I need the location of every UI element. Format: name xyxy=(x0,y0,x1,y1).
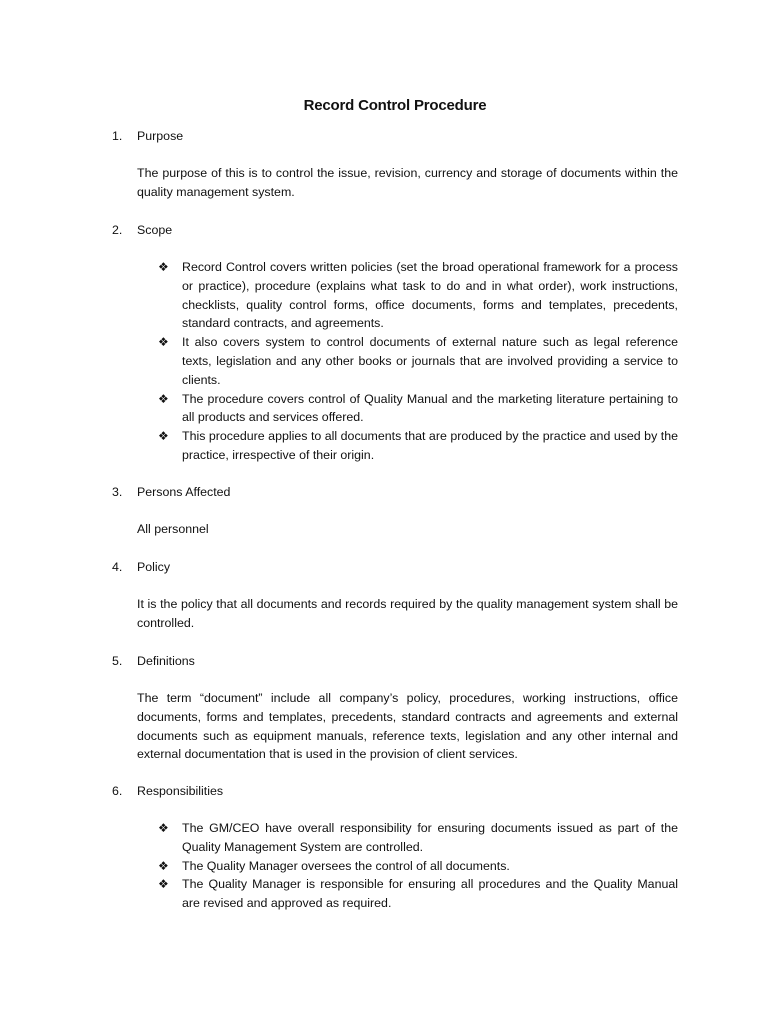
section-title: Policy xyxy=(137,560,171,574)
section-heading xyxy=(112,483,682,501)
section-title: Purpose xyxy=(137,129,184,143)
diamond-bullet-icon: ❖ xyxy=(158,877,169,892)
section-number: 6. xyxy=(112,784,123,798)
diamond-bullet-icon: ❖ xyxy=(158,391,169,406)
section-heading xyxy=(112,652,682,670)
section-body: The purpose of this is to control the issue, revision, currency and storage of documents within the quality management system. xyxy=(137,166,678,199)
section-policy xyxy=(112,558,682,633)
section-responsibilities xyxy=(112,782,682,913)
section-heading xyxy=(112,782,682,800)
bullet-list xyxy=(137,819,678,913)
list-item-text: The Quality Manager oversees the control of all documents. xyxy=(182,858,510,873)
section-scope xyxy=(112,221,682,465)
diamond-bullet-icon: ❖ xyxy=(158,429,169,444)
list-item xyxy=(137,390,678,428)
section-definitions xyxy=(112,652,682,764)
section-title: Persons Affected xyxy=(137,485,231,499)
diamond-bullet-icon: ❖ xyxy=(158,260,169,274)
section-number: 5. xyxy=(112,654,123,668)
list-item-text: The GM/CEO have overall responsibility for ensuring documents issued as part of the Quality Management System are controlled. xyxy=(182,821,678,854)
section-body: All personnel xyxy=(137,522,209,536)
diamond-bullet-icon: ❖ xyxy=(158,335,169,350)
section-title: Scope xyxy=(137,223,173,237)
list-item xyxy=(137,258,678,333)
list-item xyxy=(137,875,678,913)
list-item-text: The procedure covers control of Quality Manual and the marketing literature pertaining to all products and services offered. xyxy=(182,391,678,425)
bullet-list xyxy=(137,258,678,465)
section-heading xyxy=(112,221,682,239)
section-number: 4. xyxy=(112,560,123,574)
section-body: It is the policy that all documents and records required by the quality management system shall be controlled. xyxy=(137,597,678,630)
page-title: Record Control Procedure xyxy=(303,97,487,114)
section-number: 1. xyxy=(112,129,123,143)
list-item xyxy=(137,857,678,876)
list-item xyxy=(137,819,678,857)
section-number: 2. xyxy=(112,223,123,237)
diamond-bullet-icon: ❖ xyxy=(158,821,169,835)
list-item-text: This procedure applies to all documents that are produced by the practice and used by the practice, irrespective of their origin. xyxy=(182,429,678,462)
list-item-text: It also covers system to control documents of external nature such as legal reference texts, legislation and any other books or journals that are involved providing a service to clients. xyxy=(182,335,678,387)
list-item xyxy=(137,427,678,465)
diamond-bullet-icon: ❖ xyxy=(158,858,169,873)
section-heading xyxy=(112,558,682,576)
list-item xyxy=(137,333,678,389)
section-number: 3. xyxy=(112,485,123,499)
list-item-text: Record Control covers written policies (set the broad operational framework for a process or practice), procedure (explains what task to do and in what order), work instructions, checklists, quality control forms, office documents, forms and templates, precedents, standard contracts, and agreements. xyxy=(182,260,678,331)
list-item-text: The Quality Manager is responsible for ensuring all procedures and the Quality Manual are revised and approved as required. xyxy=(182,877,678,911)
section-persons-affected xyxy=(112,483,682,539)
section-title: Definitions xyxy=(137,654,195,668)
section-title: Responsibilities xyxy=(137,784,224,798)
section-purpose xyxy=(112,127,682,202)
section-body: The term “document” include all company’s policy, procedures, working instructions, office documents, forms and templates, precedents, standard contracts and agreements and external documents such as equipment manuals, reference texts, legislation and any other internal and external documentation that is used in the provision of client services. xyxy=(137,691,678,762)
section-heading xyxy=(112,127,682,145)
